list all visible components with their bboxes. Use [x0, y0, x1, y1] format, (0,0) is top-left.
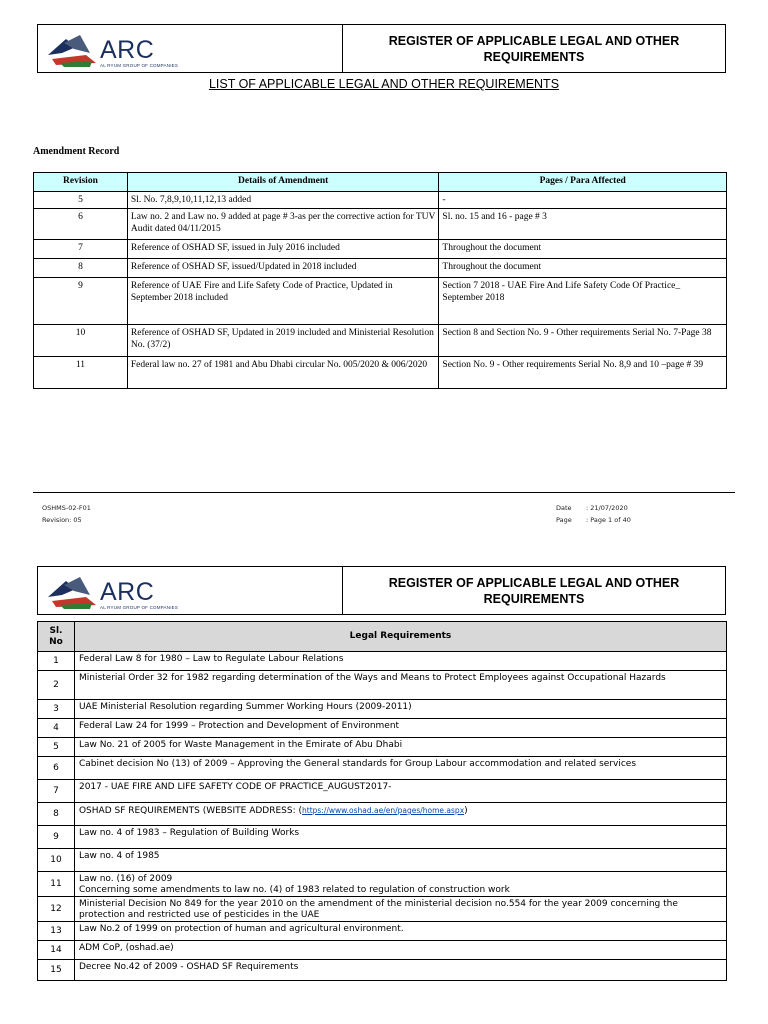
requirement-cell: Federal Law 8 for 1980 – Law to Regulate Labour Relations	[74, 652, 726, 671]
requirement-cell: Decree No.42 of 2009 - OSHAD SF Requirements	[74, 960, 726, 981]
logo-mark-icon	[46, 575, 98, 611]
requirement-cell	[74, 872, 726, 897]
page-header-second	[37, 566, 726, 615]
register-title: REGISTER OF APPLICABLE LEGAL AND OTHER REQUIREMENTS	[388, 33, 680, 64]
table-row	[34, 209, 727, 240]
requirement-cell	[74, 803, 726, 826]
revision-cell: 11	[34, 357, 128, 389]
column-header-revision: Revision	[34, 173, 128, 192]
sl-no-cell: 14	[38, 941, 75, 960]
sl-no-cell: 10	[38, 849, 75, 872]
legal-header-row	[38, 622, 727, 652]
requirement-cell: Law No. 21 of 2005 for Waste Management in the Emirate of Abu Dhabi	[74, 738, 726, 757]
sl-no-cell: 8	[38, 803, 75, 826]
table-row	[38, 738, 727, 757]
footer-divider	[33, 492, 735, 493]
table-row	[34, 259, 727, 278]
logo-text: ARC	[100, 36, 155, 64]
pages-cell: -	[439, 192, 727, 209]
table-row	[38, 872, 727, 897]
details-cell: Law no. 2 and Law no. 9 added at page # 3-as per the corrective action for TUV Audit dated 04/11/2015	[127, 209, 439, 240]
sl-no-cell: 11	[38, 872, 75, 897]
page-label: Page	[556, 516, 572, 524]
revision-cell: 9	[34, 278, 128, 325]
requirement-cell: ADM CoP, (oshad.ae)	[74, 941, 726, 960]
page-line	[556, 514, 631, 526]
details-cell: Federal law no. 27 of 1981 and Abu Dhabi circular No. 005/2020 & 006/2020	[127, 357, 439, 389]
revision-cell: 5	[34, 192, 128, 209]
requirement-cell: Ministerial Decision No 849 for the year 2010 on the amendment of the ministerial decision no.554 for the year 2009 concerning the protection and restricted use of pesticides in the UAE	[74, 897, 726, 922]
sl-no-cell: 4	[38, 719, 75, 738]
page-header-top	[37, 24, 726, 73]
table-row	[38, 960, 727, 981]
requirement-cell: Federal Law 24 for 1999 – Protection and Development of Environment	[74, 719, 726, 738]
details-cell: Reference of OSHAD SF, issued/Updated in 2018 included	[127, 259, 439, 278]
sl-no-cell: 12	[38, 897, 75, 922]
table-row	[38, 719, 727, 738]
revision-cell: 6	[34, 209, 128, 240]
amendment-table	[33, 172, 727, 389]
pages-cell: Sl. no. 15 and 16 - page # 3	[439, 209, 727, 240]
pages-cell: Section No. 9 - Other requirements Serial No. 8,9 and 10 –page # 39	[439, 357, 727, 389]
oshad-website-link[interactable]: https://www.oshad.ae/en/pages/home.aspx	[302, 806, 465, 815]
date-value: : 21/07/2020	[586, 504, 628, 512]
column-header-pages: Pages / Para Affected	[439, 173, 727, 192]
table-row	[38, 826, 727, 849]
sl-no-cell: 13	[38, 922, 75, 941]
pages-cell: Section 7 2018 - UAE Fire And Life Safety Code Of Practice_ September 2018	[439, 278, 727, 325]
page-title: LIST OF APPLICABLE LEGAL AND OTHER REQUIREMENTS	[208, 77, 560, 91]
requirement-cell: Cabinet decision No (13) of 2009 – Approving the General standards for Group Labour accommodation and related services	[74, 757, 726, 780]
requirement-cell: Law no. 4 of 1985	[74, 849, 726, 872]
column-header-sl-no: Sl. No	[38, 622, 75, 652]
table-row	[34, 192, 727, 209]
requirement-text: Law no. (16) of 2009	[78, 874, 173, 884]
sl-no-cell: 2	[38, 671, 75, 700]
requirement-cell: Ministerial Order 32 for 1982 regarding determination of the Ways and Means to Protect Employees against Occupational Hazards	[74, 671, 726, 700]
date-line	[556, 502, 631, 514]
table-row	[38, 757, 727, 780]
logo-mark-icon	[46, 33, 98, 69]
revision-cell: 10	[34, 325, 128, 357]
table-row	[38, 803, 727, 826]
table-row	[38, 941, 727, 960]
table-row	[34, 357, 727, 389]
logo-cell	[38, 567, 343, 614]
column-header-details: Details of Amendment	[127, 173, 439, 192]
revision-cell: 7	[34, 240, 128, 259]
pages-cell: Section 8 and Section No. 9 - Other requirements Serial No. 7-Page 38	[439, 325, 727, 357]
details-cell: Sl. No. 7,8,9,10,11,12,13 added	[127, 192, 439, 209]
sl-no-cell: 3	[38, 700, 75, 719]
sl-no-cell: 9	[38, 826, 75, 849]
requirement-cell: Law No.2 of 1999 on protection of human and agricultural environment.	[74, 922, 726, 941]
table-row	[34, 240, 727, 259]
table-row	[34, 278, 727, 325]
logo-text: ARC	[100, 578, 155, 606]
sl-no-cell: 7	[38, 780, 75, 803]
sl-no-cell: 1	[38, 652, 75, 671]
date-label: Date	[556, 504, 572, 512]
document-code: OSHMS-02-F01	[42, 504, 91, 512]
register-title: REGISTER OF APPLICABLE LEGAL AND OTHER REQUIREMENTS	[388, 575, 680, 606]
column-header-legal-requirements: Legal Requirements	[74, 622, 726, 652]
amendment-header-row	[34, 173, 727, 192]
table-row	[38, 922, 727, 941]
sl-no-cell: 6	[38, 757, 75, 780]
table-row	[38, 671, 727, 700]
logo-cell	[38, 25, 343, 72]
sl-no-cell: 15	[38, 960, 75, 981]
pages-cell: Throughout the document	[439, 240, 727, 259]
requirement-cell: 2017 - UAE FIRE AND LIFE SAFETY CODE OF PRACTICE_AUGUST2017-	[74, 780, 726, 803]
amendment-record-label: Amendment Record	[33, 146, 120, 157]
revision-cell: 8	[34, 259, 128, 278]
details-cell: Reference of OSHAD SF, Updated in 2019 included and Ministerial Resolution No. (37/2)	[127, 325, 439, 357]
page-number: : Page 1 of 40	[586, 516, 631, 524]
company-logo	[46, 575, 196, 611]
logo-tagline: AL RYUM GROUP OF COMPANIES	[100, 605, 179, 610]
sl-no-cell: 5	[38, 738, 75, 757]
requirement-cell: UAE Ministerial Resolution regarding Summer Working Hours (2009-2011)	[74, 700, 726, 719]
requirement-text: OSHAD SF REQUIREMENTS (WEBSITE ADDRESS: (	[78, 806, 303, 816]
details-cell: Reference of UAE Fire and Life Safety Code of Practice, Updated in September 2018 included	[127, 278, 439, 325]
table-row	[38, 652, 727, 671]
requirement-cell: Law no. 4 of 1983 – Regulation of Building Works	[74, 826, 726, 849]
company-logo	[46, 33, 196, 69]
table-row	[38, 700, 727, 719]
legal-requirements-table	[37, 621, 727, 981]
footer-right	[556, 502, 631, 526]
requirement-text-close: )	[464, 806, 468, 816]
table-row	[38, 849, 727, 872]
logo-tagline: AL RYUM GROUP OF COMPANIES	[100, 63, 179, 68]
footer-left	[42, 502, 91, 526]
document-revision: Revision: 05	[42, 516, 82, 524]
pages-cell: Throughout the document	[439, 259, 727, 278]
table-row	[34, 325, 727, 357]
table-row	[38, 897, 727, 922]
table-row	[38, 780, 727, 803]
requirement-text-line2: Concerning some amendments to law no. (4) of 1983 related to regulation of construction work	[78, 885, 510, 895]
details-cell: Reference of OSHAD SF, issued in July 2016 included	[127, 240, 439, 259]
